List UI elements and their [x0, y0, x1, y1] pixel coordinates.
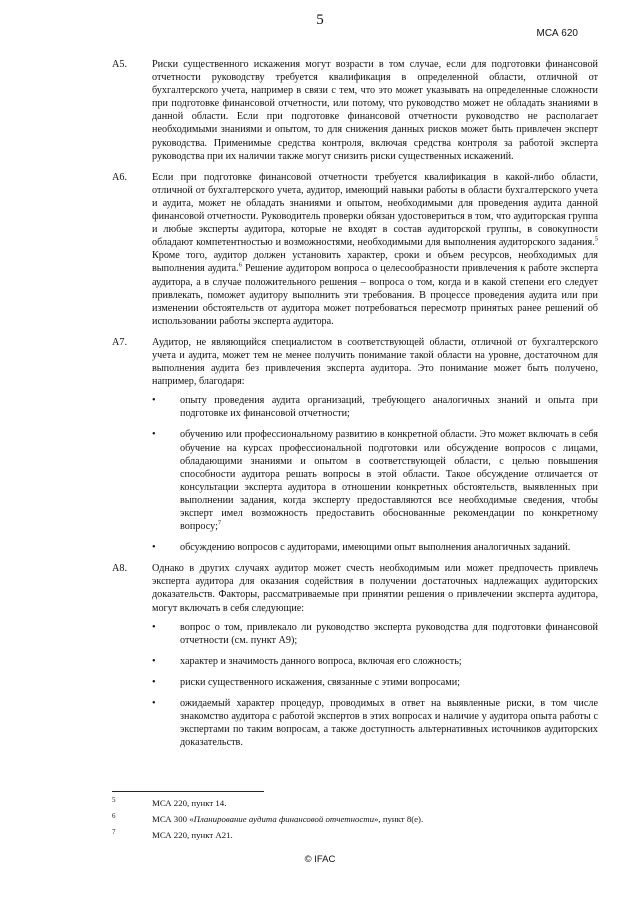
list-item-text: ожидаемый характер процедур, проводимых в ответ на выявленные риски, в том числе знакомство аудитора с работой экспертов в этих вопросах и наличие у аудитора опыта работы с экспертами по таким вопросам, а также доступность альтернативных источников аудиторских доказательств.: [180, 698, 598, 749]
paragraph-text: Решение аудитором вопроса о целесообразности привлечения к работе эксперта аудитора, а в случае положительного решения – вопроса о том, когда и в какой степени его следует привлекать, поможет аудитору выполнить эти требования. В процессе проведения аудита или при изменении обстоятельств от аудитора может потребоваться пересмотр принятых ранее решений об использовании работы эксперта аудитора.: [152, 263, 598, 327]
footnote-number: 7: [112, 828, 116, 836]
bullet-icon: •: [152, 395, 156, 407]
paragraph-number: A8.: [112, 563, 127, 575]
footnote-ref: 7: [217, 519, 222, 527]
list-item: [152, 676, 598, 689]
footnote-separator: [112, 791, 264, 792]
list-item-text: обсуждению вопросов с аудиторами, имеющими опыт выполнения аналогичных заданий.: [180, 542, 571, 554]
bullet-icon: •: [152, 542, 156, 554]
footnote-number: 5: [112, 796, 116, 804]
standard-code: МСА 620: [536, 28, 578, 39]
paragraph-text: Если при подготовке финансовой отчетности требуется квалификация в какой-либо области, отличной от бухгалтерского учета, аудитор, имеющий навыки работы в области бухгалтерского учета и аудита, может не обладать знаниями и опытом, необходимыми для проведения аудита данной финансовой отчетности. Руководитель проверки обязан удостовериться в том, что аудиторская группа и любые эксперты аудитора, которые не входят в состав аудиторской группы, в совокупности обладают компетентностью и возможностями, необходимыми для выполнения аудиторского задания.: [152, 171, 598, 249]
bullet-list: [152, 394, 598, 554]
list-item-text: вопрос о том, привлекало ли руководство эксперта руководства для подготовки финансовой отчетности (см. пункт А9);: [180, 621, 598, 646]
bullet-icon: •: [152, 655, 156, 667]
paragraph-number: A5.: [112, 59, 127, 70]
paragraph-a8: [112, 562, 598, 749]
footnote-text: МСА 300 «: [152, 814, 194, 824]
paragraph-a5: [112, 58, 598, 163]
list-item: [152, 428, 598, 533]
bullet-icon: •: [152, 429, 156, 441]
document-body: [112, 58, 598, 757]
list-item: [152, 655, 598, 668]
list-item-text: обучению или профессиональному развитию в конкретной области. Это может включать в себя обучение на курсах профессиональной подготовки или обсуждение вопросов с лицами, обладающими знаниями и опытом в соответствующей области, с целью повышения способности аудитора решать вопросы в этой области. Такое обсуждение отличается от консультации эксперта аудитора в отношении конкретных обстоятельств, выявленных при выполнении задания, когда эксперту предоставляются все необходимые сведения, чтобы эксперт имел возможность предоставить обоснованные рекомендации по конкретному вопросу;: [180, 429, 598, 533]
list-item: [152, 621, 598, 647]
footnote-ref: 6: [238, 262, 242, 270]
footnote-text: », пункт 8(e).: [374, 814, 424, 824]
footnote-5: [112, 798, 592, 814]
footnote-title: Планирование аудита финансовой отчетности: [193, 814, 375, 824]
paragraph-number: A7.: [112, 336, 127, 348]
footnote-7: [112, 830, 592, 846]
bullet-icon: •: [152, 676, 156, 688]
paragraph-text: Аудитор, не являющийся специалистом в соответствующей области, отличной от бухгалтерского учета и аудита, может тем не менее получить понимание такой области на уровне, достаточном для выполнения аудита без привлечения эксперта аудитора. Это понимание может быть получено, например, благодаря:: [152, 336, 598, 388]
list-item: [152, 541, 598, 554]
list-item: [152, 697, 598, 749]
paragraph-text: Кроме того, аудитор должен установить характер, сроки и объем ресурсов, необходимых для выполнения аудита.: [152, 250, 598, 275]
footnote-ref: 5: [594, 235, 598, 243]
list-item-text: опыту проведения аудита организаций, требующего аналогичных знаний и опыта при подготовке их финансовой отчетности;: [180, 395, 598, 420]
paragraph-number: A6.: [112, 171, 127, 183]
list-item-text: характер и значимость данного вопроса, включая его сложность;: [180, 655, 462, 667]
list-item-text: риски существенного искажения, связанные с этими вопросами;: [180, 676, 460, 688]
paragraph-text: Однако в других случаях аудитор может счесть необходимым или может предпочесть привлечь эксперта аудитора для оказания содействия в получении достаточных надлежащих аудиторских доказательств. Факторы, рассматриваемые при принятии решения о привлечении эксперта аудитора, могут включать в себя следующие:: [152, 563, 598, 614]
footnote-text: МСА 220, пункт 14.: [152, 798, 227, 808]
bullet-icon: •: [152, 621, 156, 633]
footnote-6: [112, 814, 592, 830]
bullet-icon: •: [152, 698, 156, 710]
footnotes: [112, 798, 592, 846]
bullet-list: [152, 621, 598, 750]
page-number: 5: [316, 12, 324, 28]
paragraph-a6: [112, 171, 598, 328]
paragraph-a7: [112, 336, 598, 554]
footnote-number: 6: [112, 812, 116, 820]
list-item: [152, 394, 598, 420]
copyright-footer: © IFAC: [304, 854, 336, 865]
paragraph-text: Риски существенного искажения могут возрасти в том случае, если для подготовки финансовой отчетности руководству требуется квалификация в определенной области, отличной от бухгалтерского учета, например в связи с тем, что это может указывать на определенные сложности при подготовке финансовой отчетности, или потому, что руководство может не обладать знаниями в данной области. Если при подготовке финансовой отчетности руководство не располагает необходимыми знаниями и опытом, то для снижения данных рисков может быть привлечен эксперт руководства. Применимые средства контроля, включая средства контроля за работой эксперта руководства при их наличии также могут снизить риски существенных искажений.: [152, 59, 598, 162]
footnote-text: МСА 220, пункт А21.: [152, 830, 233, 840]
